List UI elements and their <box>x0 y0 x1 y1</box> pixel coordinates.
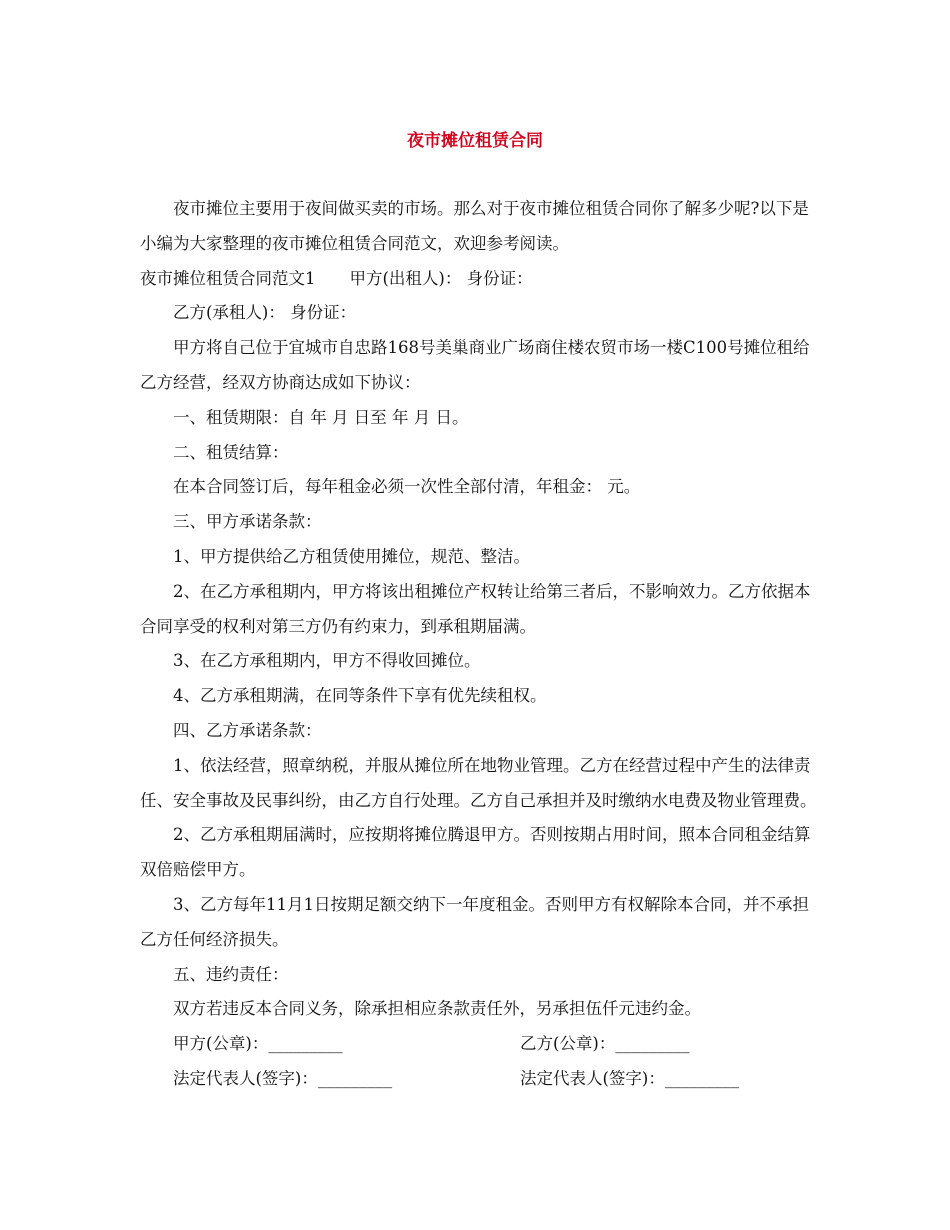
clause-party-a-3: 3、在乙方承租期内，甲方不得收回摊位。 <box>173 651 481 671</box>
party-a-seal: 甲方(公章)：_________ <box>173 1034 343 1054</box>
sample-heading: 夜市摊位租赁合同范文1 <box>140 268 316 288</box>
signature-row-seal <box>140 1027 820 1062</box>
clause-party-b-heading: 四、乙方承诺条款： <box>173 720 322 740</box>
clause-lease-term: 一、租赁期限：自 年 月 日至 年 月 日。 <box>173 407 469 427</box>
clause-settlement-text: 在本合同签订后，每年租金必须一次性全部付清，年租金： 元。 <box>173 477 641 497</box>
signature-row-representative <box>140 1062 820 1097</box>
party-b-representative: 法定代表人(签字)：_________ <box>520 1068 740 1088</box>
party-b-seal: 乙方(公章)：_________ <box>520 1034 690 1054</box>
clause-settlement-heading: 二、租赁结算： <box>173 442 289 462</box>
clause-party-a-1: 1、甲方提供给乙方租赁使用摊位，规范、整洁。 <box>173 546 530 566</box>
clause-party-a-2: 2、在乙方承租期内，甲方将该出租摊位产权转让给第三者后，不影响效力。乙方依据本合同享受的权利对第三方仍有约束力，到承租期届满。 <box>140 581 811 636</box>
clause-party-b-1: 1、依法经营，照章纳税，并服从摊位所在地物业管理。乙方在经营过程中产生的法律责任、安全事故及民事纠纷，由乙方自行处理。乙方自己承担并及时缴纳水电费及物业管理费。 <box>140 755 817 810</box>
document-title: 夜市摊位租赁合同 <box>407 131 543 151</box>
lease-intro-paragraph: 甲方将自己位于宜城市自忠路168号美巢商业广场商住楼农贸市场一楼C100号摊位租给乙方经营，经双方协商达成如下协议： <box>140 338 810 392</box>
party-a-representative: 法定代表人(签字)：_________ <box>173 1068 393 1088</box>
party-b-line: 乙方(承租人)： 身份证： <box>173 303 357 323</box>
clause-party-a-4: 4、乙方承租期满，在同等条件下享有优先续租权。 <box>173 686 547 706</box>
clause-breach-text: 双方若违反本合同义务，除承担相应条款责任外，另承担伍仟元违约金。 <box>173 999 701 1019</box>
clause-party-a-heading: 三、甲方承诺条款： <box>173 512 322 532</box>
party-a-line: 甲方(出租人)： 身份证： <box>349 268 533 288</box>
clause-party-b-2: 2、乙方承租期届满时，应按期将摊位腾退甲方。否则按期占用时间，照本合同租金结算双倍赔偿甲方。 <box>140 825 811 880</box>
intro-paragraph: 夜市摊位主要用于夜间做买卖的市场。那么对于夜市摊位租赁合同你了解多少呢?以下是小编为大家整理的夜市摊位租赁合同范文，欢迎参考阅读。 <box>140 199 809 253</box>
sample-heading-line <box>140 262 820 297</box>
clause-party-b-3: 3、乙方每年11月1日按期足额交纳下一年度租金。否则甲方有权解除本合同，并不承担乙方任何经济损失。 <box>140 894 809 949</box>
document-body <box>140 192 820 1097</box>
clause-breach-heading: 五、违约责任： <box>173 964 289 984</box>
